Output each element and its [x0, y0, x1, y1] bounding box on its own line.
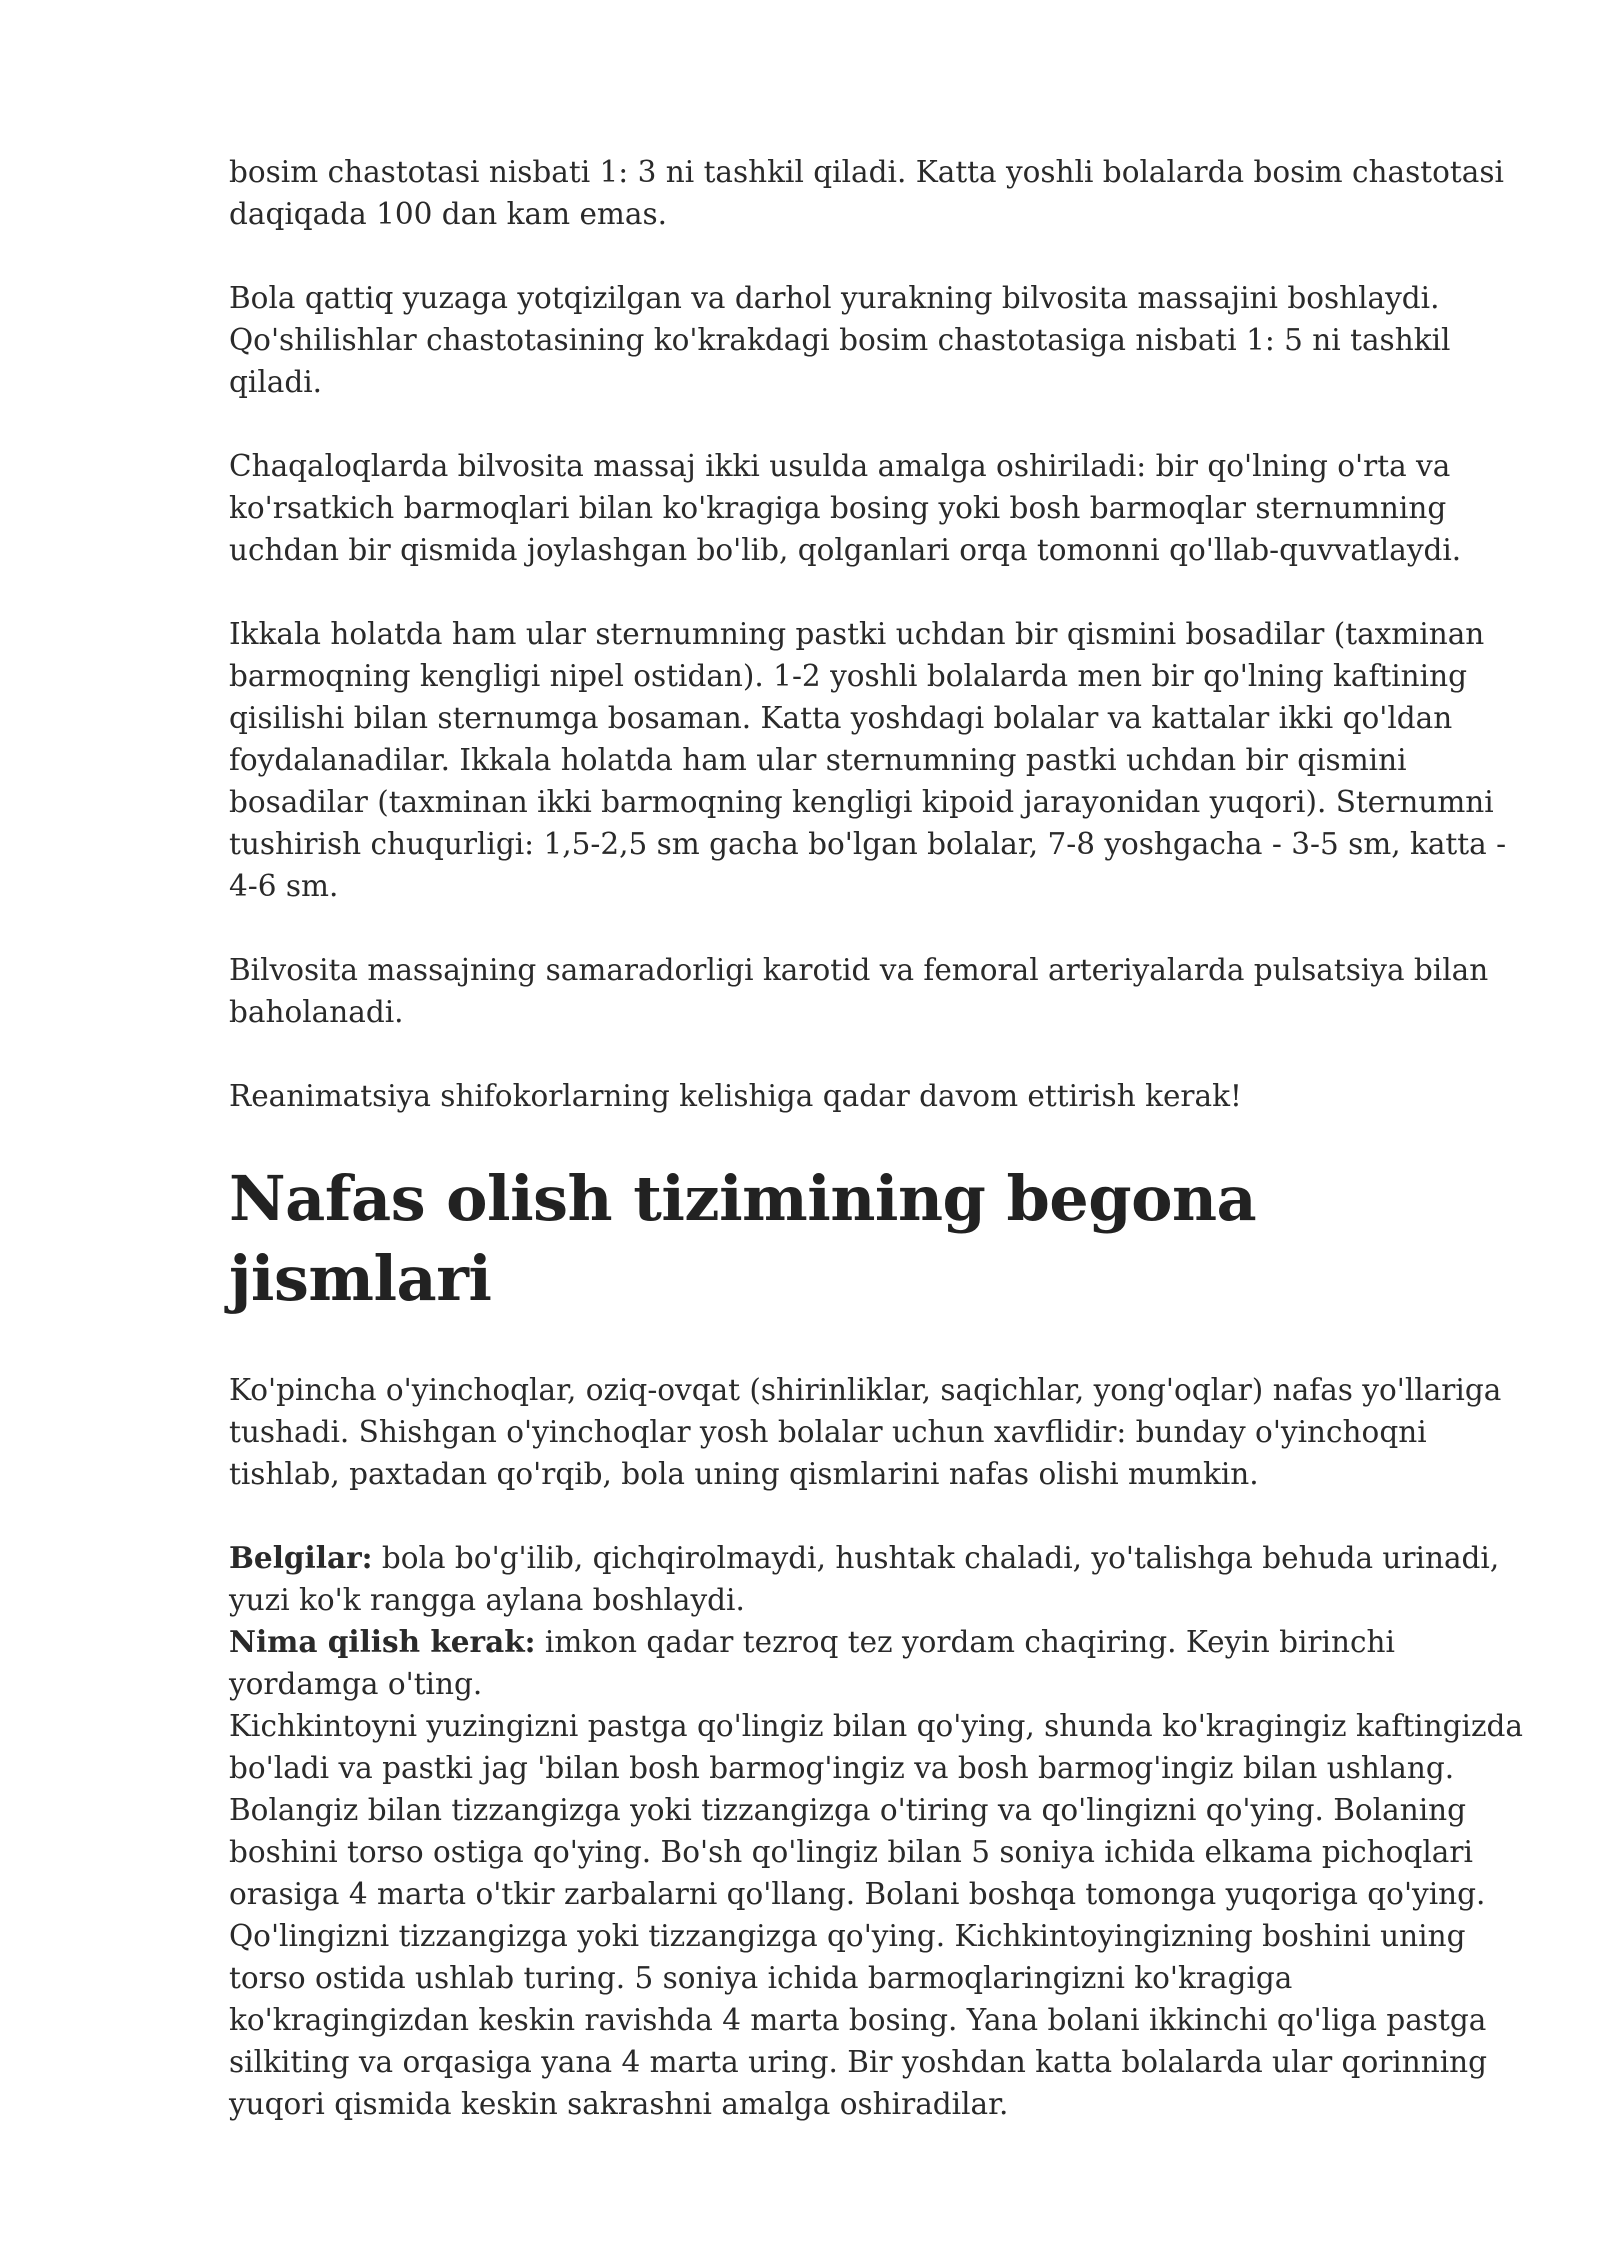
paragraph-instructions: Kichkintoyni yuzingizni pastga qo'lingiz bilan qo'ying, shunda ko'kragingiz kaftingizda bo'ladi va pastki jag 'bilan bosh barmog'ingiz va bosh barmog'ingiz bilan ushlang. Bolangiz bilan tizzangizga yoki tizzangizga o'tiring va qo'lingizni qo'ying. Bolaning boshini torso ostiga qo'ying. Bo'sh qo'lingiz bilan 5 soniya ichida elkama pichoqlari orasiga 4 marta o'tkir zarbalarni qo'llang. Bolani boshqa tomonga yuqoriga qo'ying. Qo'lingizni tizzangizga yoki tizzangizga qo'ying. Kichkintoyingizning boshini uning torso ostida ushlab turing. 5 soniya ichida barmoqlaringizni ko'kragiga ko'kragingizdan keskin ravishda 4 marta bosing. Yana bolani ikkinchi qo'liga pastga silkiting va orqasiga yana 4 marta uring. Bir yoshdan katta bolalarda ular qorinning yuqori qismida keskin sakrashni amalga oshiradilar. [229, 1709, 1523, 2121]
document-page [229, 151, 1539, 2125]
paragraph-intro: Ko'pincha o'yinchoqlar, oziq-ovqat (shirinliklar, saqichlar, yong'oqlar) nafas yo'llariga tushadi. Shishgan o'yinchoqlar yosh bolalar uchun xavflidir: bunday o'yinchoqni tishlab, paxtadan qo'rqib, bola uning qismlarini nafas olishi mumkin. [229, 1373, 1502, 1491]
paragraph-action [229, 1621, 1539, 1705]
action-text: imkon qadar tezroq tez yordam chaqiring. Keyin birinchi yordamga o'ting. [229, 1625, 1395, 1701]
paragraph-signs [229, 1537, 1539, 1621]
paragraph-sternum-compression: Ikkala holatda ham ular sternumning pastki uchdan bir qismini bosadilar (taxminan barmoqning kengligi nipel ostidan). 1-2 yoshli bolalarda men bir qo'lning kaftining qisilishi bilan sternumga bosaman. Katta yoshdagi bolalar va kattalar ikki qo'ldan foydalanadilar. Ikkala holatda ham ular sternumning pastki uchdan bir qismini bosadilar (taxminan ikki barmoqning kengligi kipoid jarayonidan yuqori). Sternumni tushirish chuqurligi: 1,5-2,5 sm gacha bo'lgan bolalar, 7-8 yoshgacha - 3-5 sm, katta - 4-6 sm. [229, 617, 1507, 903]
paragraph-continue-resuscitation: Reanimatsiya shifokorlarning kelishiga qadar davom ettirish kerak! [229, 1079, 1242, 1113]
signs-text: bola bo'g'ilib, qichqirolmaydi, hushtak chaladi, yo'talishga behuda urinadi, yuzi ko'k rangga aylana boshlaydi. [229, 1541, 1500, 1617]
paragraph-pressure-ratio: bosim chastotasi nisbati 1: 3 ni tashkil qiladi. Katta yoshli bolalarda bosim chastotasi daqiqada 100 dan kam emas. [229, 155, 1504, 231]
paragraph-effectiveness: Bilvosita massajning samaradorligi karotid va femoral arteriyalarda pulsatsiya bilan baholanadi. [229, 953, 1489, 1029]
signs-label: Belgilar: [229, 1540, 373, 1575]
paragraph-hard-surface: Bola qattiq yuzaga yotqizilgan va darhol yurakning bilvosita massajini boshlaydi. Qo'shilishlar chastotasining ko'krakdagi bosim chastotasiga nisbati 1: 5 ni tashkil qiladi. [229, 281, 1451, 399]
paragraph-infant-massage: Chaqaloqlarda bilvosita massaj ikki usulda amalga oshiriladi: bir qo'lning o'rta va ko'rsatkich barmoqlari bilan ko'kragiga bosing yoki bosh barmoqlar sternumning uchdan bir qismida joylashgan bo'lib, qolganlari orqa tomonni qo'llab-quvvatlaydi. [229, 449, 1462, 567]
section-heading: Nafas olish tizimining begona jismlari [229, 1162, 1257, 1315]
action-label: Nima qilish kerak: [229, 1624, 536, 1659]
